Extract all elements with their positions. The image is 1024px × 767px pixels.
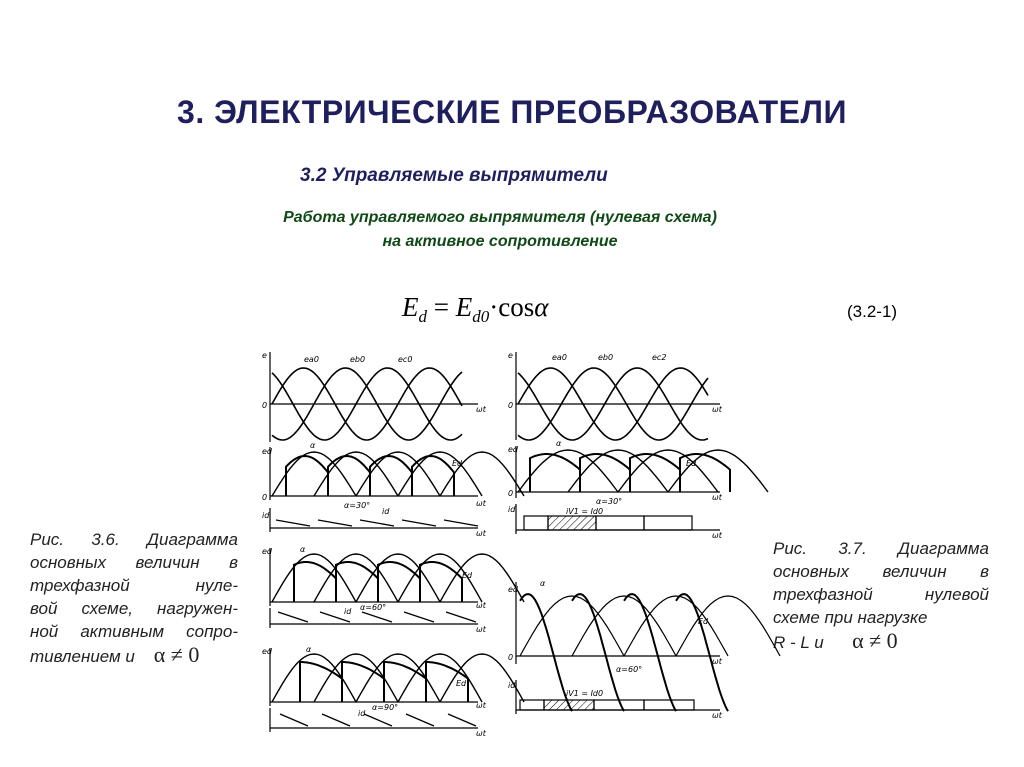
fig36-label-e: e: [262, 351, 267, 360]
fig36-label-ec: ec0: [398, 355, 413, 364]
fig37-label-wt: ωt: [712, 405, 722, 414]
fig36-label-id3: id: [358, 709, 366, 718]
fig36-label-Ed3: Ed: [456, 679, 467, 688]
fig37-label-zero: 0: [508, 401, 514, 410]
fig36-label-alpha3: α: [306, 645, 312, 654]
fig36-label-Ed1: Ed: [452, 459, 463, 468]
fig37-label-ea: ea0: [552, 353, 567, 362]
fig37-caption-last: R - L и: [773, 633, 824, 652]
fig36-label-wt7: ωt: [476, 729, 486, 738]
fig37-caption-line: основных величин в: [773, 562, 989, 581]
fig37-label-alpha2: α: [540, 579, 546, 588]
fig37-label-alpha1: α: [556, 439, 562, 448]
fig36-caption-line: вой схеме, нагружен-: [30, 599, 238, 618]
fig36-condition: α ≠ 0: [153, 642, 200, 667]
fig36-caption-last: тивлением и: [30, 647, 135, 666]
fig37-label-wt3: ωt: [712, 531, 722, 540]
fig37-caption-line: схеме при нагрузке: [773, 608, 928, 627]
fig37-label-Ed2: Ed: [698, 617, 709, 626]
fig37-rectified-voltage-curve: [520, 594, 728, 711]
fig37-label-ec: ec2: [652, 353, 667, 362]
fig36-label-wt6: ωt: [476, 701, 486, 710]
fig37-label-alpha60: α=60°: [616, 665, 643, 674]
fig36-label-wt3: ωt: [476, 529, 486, 538]
fig37-caption-line: Рис. 3.7. Диаграмма: [773, 539, 989, 558]
formula-rhs: E: [455, 292, 473, 322]
work-caption-line2: на активное сопротивление: [382, 233, 618, 250]
section-subtitle: 3.2 Управляемые выпрямители: [300, 165, 608, 186]
formula-alpha: α: [534, 292, 549, 322]
fig36-label-eb: eb0: [350, 355, 366, 364]
fig37-label-eb: eb0: [598, 353, 614, 362]
work-caption-line1: Работа управляемого выпрямителя (нулевая схема): [283, 209, 717, 226]
fig37-current-block-hatched: [544, 700, 594, 710]
fig37-current-block: [596, 516, 644, 530]
fig36-label-wt2: ωt: [476, 499, 486, 508]
fig37-label-id1: id: [508, 505, 516, 514]
fig36-label-wt: ωt: [476, 405, 486, 414]
equation-number: (3.2-1): [847, 302, 898, 321]
formula-func: cos: [498, 292, 535, 322]
fig37-label-ed2: ed: [508, 585, 518, 594]
fig37-rectified-voltage-curve: [530, 454, 730, 492]
fig36-caption-line: основных величин в: [30, 553, 238, 572]
fig36-label-zero: 0: [262, 401, 268, 410]
fig36-caption-line: трехфазной нуле-: [30, 576, 238, 595]
fig36-label-id2: id: [344, 607, 352, 616]
fig37-current-block: [644, 516, 692, 530]
fig36-label-ed3: ed: [262, 647, 272, 656]
fig37-label-alpha30: α=30°: [596, 497, 623, 506]
fig37-label-iv1-b: iV1 = Id0: [566, 689, 604, 698]
fig36-label-wt5: ωt: [476, 625, 486, 634]
fig37-label-id2: id: [508, 681, 516, 690]
fig37-current-block: [644, 700, 694, 710]
page-title: 3. ЭЛЕКТРИЧЕСКИЕ ПРЕОБРАЗОВАТЕЛИ: [177, 94, 847, 130]
fig36-label-alpha1: α: [310, 441, 316, 450]
formula-lhs: E: [402, 292, 419, 322]
fig36-label-id-axis: id: [262, 511, 270, 520]
fig37-caption-line: трехфазной нулевой: [773, 585, 989, 604]
fig36-label-alpha60: α=60°: [360, 603, 387, 612]
fig36-label-Ed2: Ed: [462, 571, 473, 580]
fig36-label-ed2: ed: [262, 547, 272, 556]
formula-lhs-sub: d: [418, 307, 427, 326]
fig36-label-alpha30: α=30°: [344, 501, 371, 510]
fig36-label-alpha90: α=90°: [372, 703, 399, 712]
fig37-label-ed: ed: [508, 445, 518, 454]
fig37-label-wt5: ωt: [712, 711, 722, 720]
fig36-caption-line: ной активным сопро-: [30, 622, 238, 641]
fig36-label-id1: id: [382, 507, 390, 516]
fig36-label-wt4: ωt: [476, 601, 486, 610]
fig37-label-Ed1: Ed: [686, 459, 697, 468]
formula-eq: =: [433, 292, 449, 322]
fig36-label-zero2: 0: [262, 493, 268, 502]
formula-dot: ·: [489, 292, 499, 322]
fig36-label-ea: eа0: [304, 355, 319, 364]
fig37-label-zero2: 0: [508, 489, 514, 498]
fig37-label-zero3: 0: [508, 653, 514, 662]
fig37-label-wt2: ωt: [712, 493, 722, 502]
fig37-current-block: [520, 700, 544, 710]
fig37-condition: α ≠ 0: [852, 628, 898, 653]
fig37-label-iv1-a: iV1 = Id0: [566, 507, 604, 516]
fig36-label-ed: ed: [262, 447, 272, 456]
formula-rhs-sub: d0: [472, 307, 490, 326]
fig37-current-block-hatched: [548, 516, 596, 530]
fig36-label-alpha2: α: [300, 545, 306, 554]
fig37-label-e: e: [508, 351, 513, 360]
fig37-label-wt4: ωt: [712, 657, 722, 666]
fig37-current-block: [524, 516, 548, 530]
fig36-caption-line: Рис. 3.6. Диаграмма: [30, 530, 238, 549]
